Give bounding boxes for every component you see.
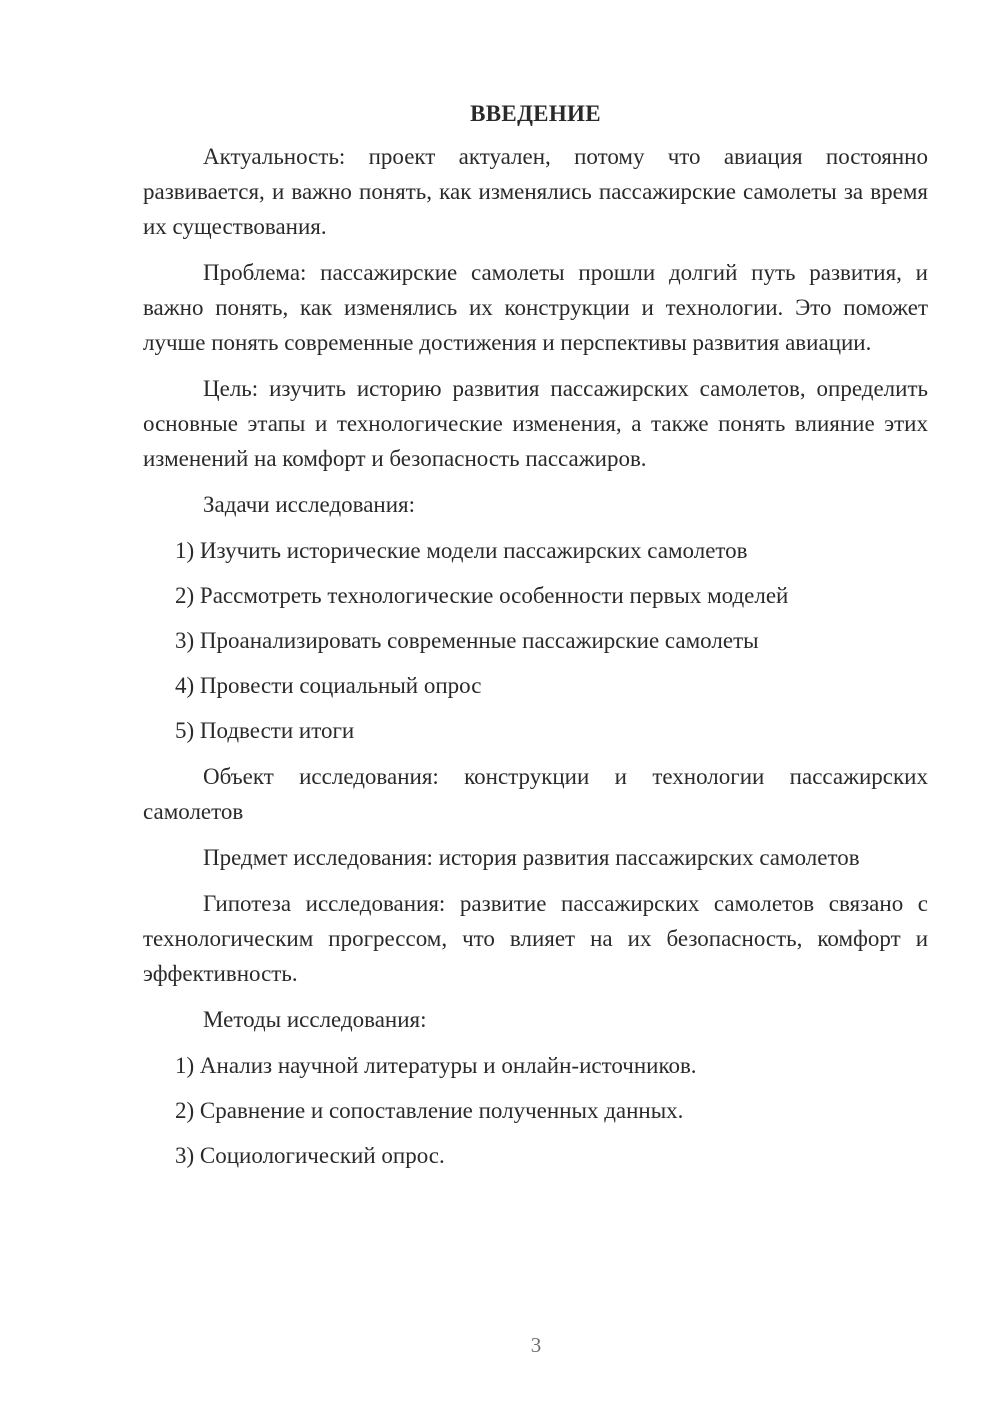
page-title: ВВЕДЕНИЕ [470,101,601,126]
list-item: 3) Социологический опрос. [175,1143,445,1168]
methods-heading: Методы исследования: [203,1007,427,1032]
list-item: 2) Сравнение и сопоставление полученных данных. [175,1098,684,1123]
list-item: 1) Изучить исторические модели пассажирских самолетов [175,538,748,563]
subject-paragraph: Предмет исследования: история развития пассажирских самолетов [203,845,860,870]
list-item: 4) Провести социальный опрос [175,673,482,698]
object-paragraph: Объект исследования: конструкции и технологии пассажирских самолетов [143,764,928,824]
goal-paragraph: Цель: изучить историю развития пассажирских самолетов, определить основные этапы и технологические изменения, а также понять влияние этих изменений на комфорт и безопасность пассажиров. [143,376,928,471]
tasks-list [143,533,928,748]
methods-list [143,1048,928,1173]
list-item: 5) Подвести итоги [175,718,355,743]
list-item: 1) Анализ научной литературы и онлайн-источников. [175,1053,697,1078]
tasks-heading: Задачи исследования: [203,492,416,517]
relevance-paragraph: Актуальность: проект актуален, потому что авиация постоянно развивается, и важно понять, как изменялись пассажирские самолеты за время их существования. [143,144,928,239]
list-item: 3) Проанализировать современные пассажирские самолеты [175,628,759,653]
page-content [143,96,928,1184]
page-number: 3 [530,1333,542,1357]
list-item: 2) Рассмотреть технологические особенности первых моделей [175,583,789,608]
hypothesis-paragraph: Гипотеза исследования: развитие пассажирских самолетов связано с технологическим прогрессом, что влияет на их безопасность, комфорт и эффективность. [143,891,928,986]
problem-paragraph: Проблема: пассажирские самолеты прошли долгий путь развития, и важно понять, как изменялись их конструкции и технологии. Это поможет лучше понять современные достижения и перспективы развития авиации. [143,260,928,355]
